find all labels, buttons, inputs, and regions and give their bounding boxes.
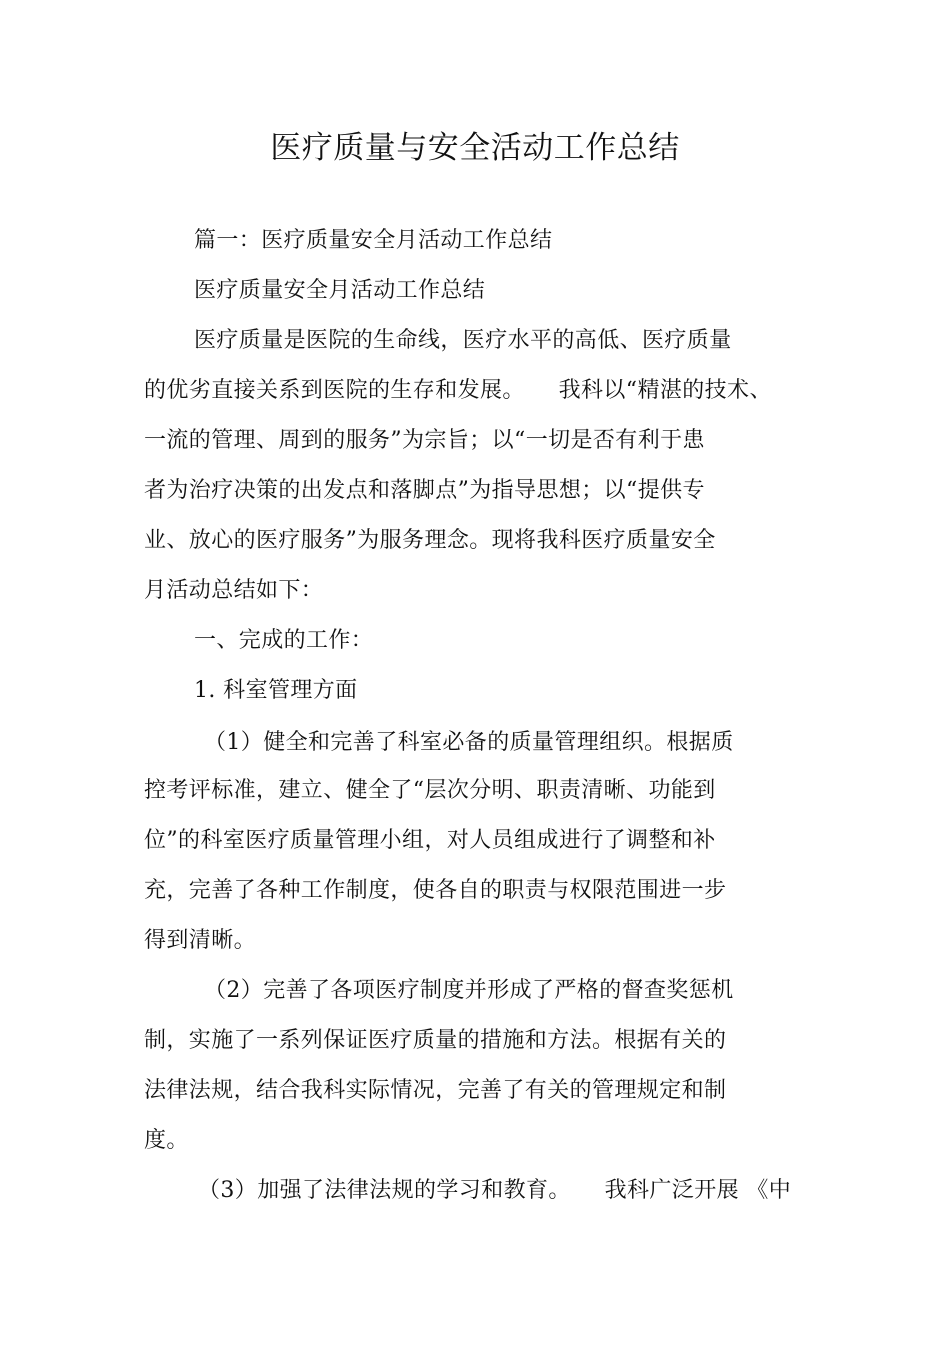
paragraph-line: 制，实施了一系列保证医疗质量的措施和方法。根据有关的	[144, 1028, 727, 1053]
paragraph-line: （1）健全和完善了科室必备的质量管理组织。根据质	[204, 730, 734, 755]
section-heading: 篇一：医疗质量安全月活动工作总结	[194, 228, 553, 253]
paragraph-line: 法律法规，结合我科实际情况，完善了有关的管理规定和制	[144, 1078, 727, 1103]
paragraph-line: 控考评标准，建立、健全了“层次分明、职责清晰、功能到	[144, 778, 716, 803]
paragraph-line: 一流的管理、周到的服务”为宗旨；以“一切是否有利于患	[144, 428, 705, 453]
paragraph-line: 位”的科室医疗质量管理小组，对人员组成进行了调整和补	[144, 828, 716, 853]
paragraph-line: 的优劣直接关系到医院的生存和发展。 我科以“精湛的技术、	[144, 378, 772, 403]
paragraph-line: （3）加强了法律法规的学习和教育。 我科广泛开展 《中	[198, 1178, 792, 1203]
list-subheading: 1. 科室管理方面	[194, 678, 358, 703]
paragraph-line: （2）完善了各项医疗制度并形成了严格的督查奖惩机	[204, 978, 734, 1003]
paragraph-line: 者为治疗决策的出发点和落脚点”为指导思想；以“提供专	[144, 478, 705, 503]
paragraph-line: 业、放心的医疗服务”为服务理念。现将我科医疗质量安全	[144, 528, 716, 553]
subheading: 医疗质量安全月活动工作总结	[194, 278, 486, 303]
list-heading: 一、完成的工作：	[194, 628, 374, 653]
paragraph-line: 度。	[144, 1128, 189, 1153]
paragraph-line: 月活动总结如下：	[144, 578, 324, 603]
paragraph-line: 充，完善了各种工作制度，使各自的职责与权限范围进一步	[144, 878, 727, 903]
paragraph-line: 得到清晰。	[144, 928, 257, 953]
document-title: 医疗质量与安全活动工作总结	[270, 130, 680, 166]
paragraph-line: 医疗质量是医院的生命线，医疗水平的高低、医疗质量	[194, 328, 732, 353]
